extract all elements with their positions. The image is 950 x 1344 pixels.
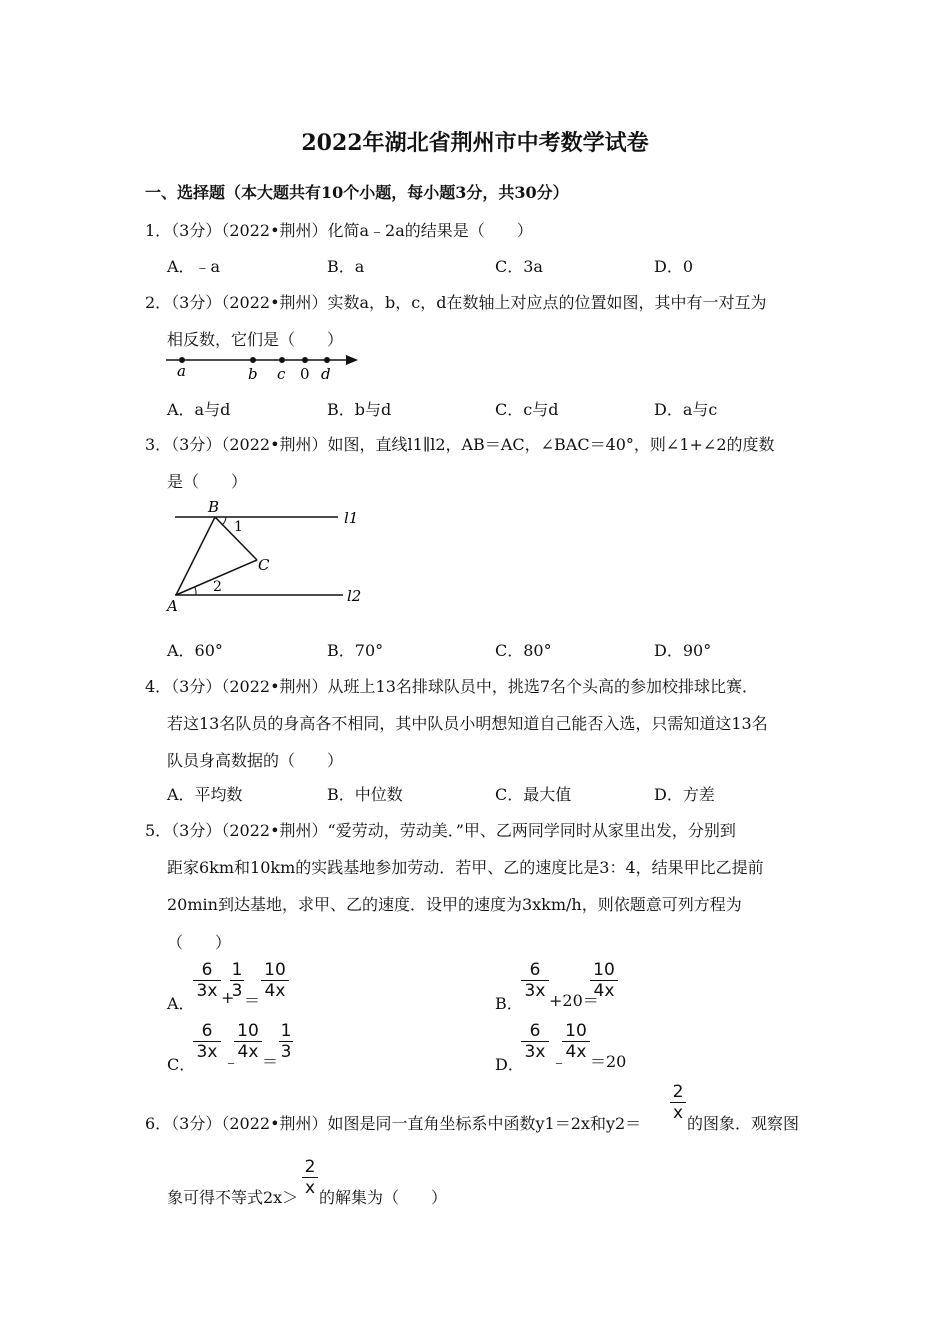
question-5-stem-line4: （ ） [167, 933, 232, 952]
question-6-stem-line2: 象可得不等式2x＞ [167, 1188, 299, 1207]
q5c-fraction-3: 1 3 [280, 1021, 292, 1062]
number-line-figure [160, 350, 370, 386]
angle-2-arc [195, 587, 196, 595]
q3-option-a: A．60° [167, 641, 223, 660]
q5c-operator-1: ﹣ [223, 1052, 240, 1071]
label-B: B [208, 498, 220, 516]
label-angle-2: 2 [213, 579, 222, 595]
q6-fraction-2: 2 x [302, 1157, 318, 1198]
point-zero [302, 357, 308, 363]
q3-option-c: C．80° [495, 641, 552, 660]
q5d-tail: ＝20 [590, 1052, 627, 1071]
angle-1-arc [222, 517, 226, 525]
question-2-stem-line1: 2．（3分）（2022•荆州）实数a，b，c，d在数轴上对应点的位置如图，其中有一对互为 [145, 293, 767, 312]
q5a-fraction-1: 6 3x [193, 960, 221, 1001]
point-c [279, 357, 285, 363]
q4-option-d: D．方差 [654, 785, 715, 804]
question-1-stem: 1．（3分）（2022•荆州）化简a﹣2a的结果是（ ） [145, 221, 533, 240]
q5-option-b-label: B． [495, 994, 523, 1013]
q4-option-a: A．平均数 [167, 785, 243, 804]
question-4-stem-line1: 4．（3分）（2022•荆州）从班上13名排球队员中，挑选7名个头高的参加校排球比赛． [145, 677, 759, 696]
label-d: d [321, 365, 331, 383]
label-C: C [258, 556, 270, 574]
question-2-stem-line2: 相反数，它们是（ ） [167, 330, 344, 349]
q3-option-d: D．90° [654, 641, 712, 660]
label-l2: l2 [347, 587, 362, 605]
q2-option-c: C．c与d [495, 400, 559, 419]
q5a-fraction-3: 10 4x [261, 960, 289, 1001]
question-5-stem-line3: 20min到达基地，求甲、乙的速度．设甲的速度为3xkm/h，则依题意可列方程为 [167, 895, 742, 914]
question-3-stem-line1: 3．（3分）（2022•荆州）如图，直线l1∥l2，AB＝AC，∠BAC＝40°，则∠1+∠2的度数 [145, 435, 775, 454]
q5a-equals: ＝ [244, 991, 261, 1010]
label-b: b [248, 365, 258, 383]
question-4-stem-line2: 若这13名队员的身高各不相同，其中队员小明想知道自己能否入选，只需知道这13名 [167, 714, 768, 733]
label-zero: 0 [300, 365, 310, 383]
q5d-fraction-1: 6 3x [521, 1021, 549, 1062]
question-3-stem-line2: 是（ ） [167, 472, 248, 491]
q5d-fraction-2: 10 4x [562, 1021, 590, 1062]
question-6-stem-line2-tail: 的解集为（ ） [319, 1188, 448, 1207]
q1-option-a: A．﹣a [167, 257, 221, 276]
page-title: 2022年湖北省荆州市中考数学试卷 [301, 130, 649, 156]
question-4-stem-line3: 队员身高数据的（ ） [167, 751, 344, 770]
q5a-fraction-2: 1 3 [231, 960, 243, 1001]
q5b-middle: +20＝ [549, 991, 599, 1010]
q5-option-d-label: D． [495, 1055, 524, 1074]
question-5-stem-line1: 5．（3分）（2022•荆州）“爱劳动，劳动美．”甲、乙两同学同时从家里出发，分别到 [145, 821, 736, 840]
q5b-fraction-2: 10 4x [590, 960, 618, 1001]
q4-option-c: C．最大值 [495, 785, 572, 804]
label-A: A [167, 597, 178, 615]
label-c: c [277, 365, 286, 383]
q4-option-b: B．中位数 [327, 785, 403, 804]
triangle-parallel-lines-figure [160, 495, 370, 615]
point-b [250, 357, 256, 363]
point-d [324, 357, 330, 363]
q2-option-b: B．b与d [327, 400, 392, 419]
question-6-stem-line1-tail: 的图象．观察图 [687, 1114, 800, 1133]
section-heading: 一、选择题（本大题共有10个小题，每小题3分，共30分） [145, 183, 569, 202]
q1-option-c: C．3a [495, 257, 543, 276]
q5-option-c-label: C． [167, 1055, 196, 1074]
question-6-stem-line1: 6．（3分）（2022•荆州）如图是同一直角坐标系中函数y1＝2x和y2＝ [145, 1114, 642, 1133]
q1-option-d: D．0 [654, 257, 694, 276]
question-5-stem-line2: 距家6km和10km的实践基地参加劳动．若甲、乙的速度比是3：4，结果甲比乙提前 [167, 858, 764, 877]
q2-option-a: A．a与d [167, 400, 231, 419]
q5c-fraction-2: 10 4x [234, 1021, 262, 1062]
q6-fraction-1: 2 x [670, 1082, 686, 1123]
q3-option-b: B．70° [327, 641, 384, 660]
q5d-operator-1: ﹣ [551, 1052, 568, 1071]
q5c-equals: ＝ [262, 1052, 279, 1071]
q2-option-d: D．a与c [654, 400, 718, 419]
segment-ab [176, 517, 215, 595]
label-l1: l1 [344, 509, 359, 527]
q5a-operator-1: + [221, 988, 235, 1007]
label-angle-1: 1 [234, 519, 243, 535]
number-line-arrow [346, 355, 358, 365]
label-a: a [177, 362, 186, 380]
q5-option-a-label: A． [167, 994, 195, 1013]
q1-option-b: B．a [327, 257, 365, 276]
q5c-fraction-1: 6 3x [193, 1021, 221, 1062]
q5b-fraction-1: 6 3x [521, 960, 549, 1001]
